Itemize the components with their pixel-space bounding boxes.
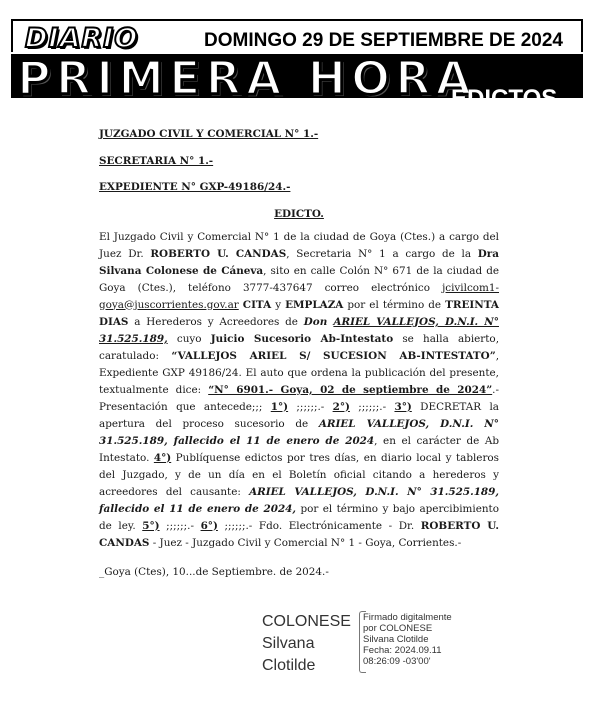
body-segment: 4°) bbox=[153, 451, 172, 464]
signature-details bbox=[363, 612, 452, 667]
body-segment: EMPLAZA bbox=[285, 298, 344, 311]
edict-title: EDICTO. bbox=[274, 207, 324, 220]
body-segment: TREINTA DIAS bbox=[99, 298, 499, 328]
body-segment: 5°) bbox=[142, 519, 160, 532]
body-segment: , sito en calle Colón N° 671 de la ciudad de Goya (Ctes.), teléfono 3777-437647 correo electrónico bbox=[99, 264, 500, 294]
edict-document bbox=[99, 126, 499, 591]
body-segment: El Juzgado Civil y Comercial N° 1 de la ciudad de Goya (Ctes.) a cargo del Juez Dr. bbox=[99, 230, 499, 260]
body-segment: a Herederos y Acreedores de bbox=[128, 315, 304, 328]
signature-detail-line: Silvana Clotilde bbox=[363, 634, 429, 645]
body-segment: y bbox=[271, 298, 286, 311]
body-segment: DECRETAR la apertura del proceso sucesorio de bbox=[99, 400, 499, 430]
body-segment: por el término y bajo apercibimiento de ley. bbox=[99, 502, 499, 532]
body-segment: ARIEL VALLEJOS, D.N.I. N° 31.525.189, fallecido el 11 de enero de 2024 bbox=[99, 417, 499, 447]
body-segment: Juicio Sucesorio Ab-Intestato bbox=[210, 332, 394, 345]
body-segment: - Juez - Juzgado Civil y Comercial N° 1 - Goya, Corrientes.- bbox=[149, 536, 462, 549]
body-segment: se halla abierto, caratulado: bbox=[99, 332, 499, 362]
body-segment: 2°) bbox=[332, 400, 350, 413]
masthead-top-band bbox=[11, 19, 583, 52]
body-segment: ;;;;;;.- bbox=[159, 519, 201, 532]
body-segment: ;;;;;;.- bbox=[288, 400, 333, 413]
body-segment: “VALLEJOS ARIEL S/ SUCESION AB-INTESTATO” bbox=[171, 349, 496, 362]
body-segment: .- Presentación que antecede;;; bbox=[99, 383, 499, 413]
body-segment: ARIEL VALLEJOS, D.N.I. N° 31.525.189, fallecido el 11 de enero de 2024, bbox=[99, 485, 500, 515]
body-segment: ROBERTO U. CANDAS bbox=[99, 519, 499, 549]
signature-detail-line: Fecha: 2024.09.11 bbox=[363, 645, 442, 656]
body-segment: 3°) bbox=[394, 400, 412, 413]
digital-signature bbox=[262, 609, 462, 675]
section-title: EDICTOS bbox=[451, 85, 558, 112]
body-segment: jcivilcom1-goya@juscorrientes.gov.ar bbox=[99, 281, 499, 311]
signature-detail-line: por COLONESE bbox=[363, 623, 433, 634]
expediente-heading: EXPEDIENTE N° GXP-49186/24.- bbox=[99, 181, 291, 193]
court-heading: JUZGADO CIVIL Y COMERCIAL N° 1.- bbox=[99, 128, 319, 140]
newspaper-masthead bbox=[11, 14, 583, 112]
body-segment: por el término de bbox=[343, 298, 446, 311]
body-segment: , Expediente GXP 49186/24. El auto que ordena la publicación del presente, textualmente dice: bbox=[99, 349, 499, 396]
body-segment: “N° 6901.- Goya, 02 de septiembre de 2024” bbox=[208, 383, 493, 396]
body-segment: 6°) bbox=[200, 519, 218, 532]
body-segment: Dra Silvana Colonese de Cáneva bbox=[99, 247, 499, 277]
body-segment: CITA bbox=[242, 298, 272, 311]
body-segment: ROBERTO U. CANDAS bbox=[150, 247, 287, 260]
signer-name-line: Clotilde bbox=[262, 657, 316, 674]
edict-body bbox=[99, 229, 499, 552]
masthead-black-bar bbox=[11, 51, 583, 112]
body-segment: cuyo bbox=[167, 332, 211, 345]
body-segment: Publíquense edictos por tres días, en diario local y tableros del Juzgado, y de un día en el Boletín oficial citando a herederos y acreedores del causante: bbox=[99, 451, 499, 498]
signer-name-line: Silvana bbox=[262, 635, 315, 652]
body-segment: , Secretaria N° 1 a cargo de la bbox=[286, 247, 478, 260]
closing-date-line: _Goya (Ctes), 10...de Septiembre. de 2024.- bbox=[99, 565, 329, 578]
body-segment: ARIEL VALLEJOS, D.N.I. N° 31.525.189, bbox=[99, 315, 499, 345]
signature-detail-line: Firmado digitalmente bbox=[363, 612, 452, 623]
body-segment: ;;;;;;.- bbox=[349, 400, 395, 413]
secretaria-heading: SECRETARIA N° 1.- bbox=[99, 154, 214, 167]
signature-detail-line: 08:26:09 -03'00' bbox=[363, 656, 431, 667]
signer-name-line: COLONESE bbox=[262, 613, 351, 630]
brand-primera-hora: PRIMERA HORA bbox=[17, 51, 477, 105]
body-segment: , en el carácter de Ab Intestato. bbox=[99, 434, 499, 464]
body-segment: Don bbox=[303, 315, 334, 328]
signer-name bbox=[262, 611, 351, 677]
body-segment: ;;;;;;.- Fdo. Electrónicamente - Dr. bbox=[217, 519, 421, 532]
edition-date: DOMINGO 29 DE SEPTIEMBRE DE 2024 bbox=[204, 30, 563, 51]
body-segment: 1°) bbox=[270, 400, 289, 413]
brand-diario: DIARIO bbox=[25, 23, 139, 54]
